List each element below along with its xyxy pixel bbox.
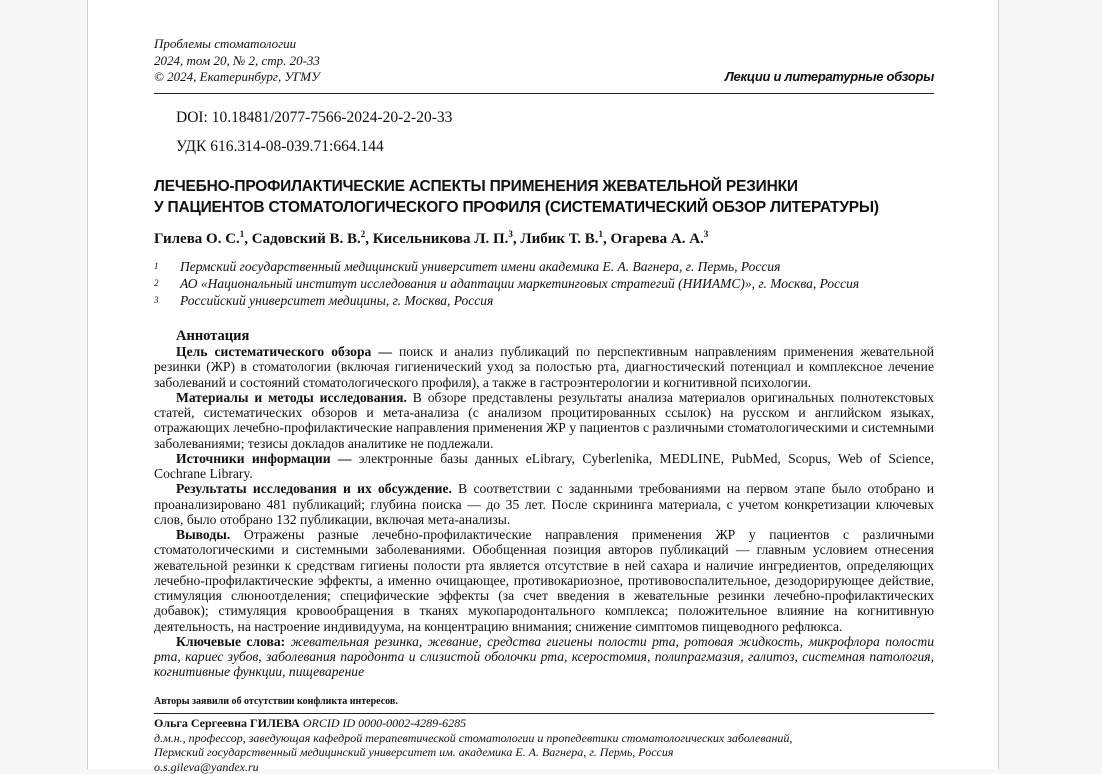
conflict-statement: Авторы заявили об отсутствии конфликта интересов. — [154, 696, 398, 707]
author-list: Гилева О. С.$^1$, Садовский В. В.$^2$, Кисельникова Л. П.$^3$, Либик Т. В.$^1$, Огарева А. А.$^3$ — [154, 229, 709, 247]
author-info — [154, 716, 792, 774]
title-line-2: У ПАЦИЕНТОВ СТОМАТОЛОГИЧЕСКОГО ПРОФИЛЯ (СИСТЕМАТИЧЕСКИЙ ОБЗОР ЛИТЕРАТУРЫ) — [154, 199, 879, 216]
affiliations — [154, 258, 859, 309]
author-institution: Пермский государственный медицинский университет им. академика Е. А. Вагнера, г. Пермь, Россия — [154, 745, 674, 760]
affiliation: 3 Российский университет медицины, г. Москва, Россия — [154, 293, 494, 308]
udk: УДК 616.314-08-039.71:664.144 — [176, 138, 384, 155]
author: Кисельникова Л. П.$^3$ — [372, 229, 513, 247]
author: Либик Т. В.$^1$ — [520, 229, 604, 247]
document-page — [87, 0, 999, 774]
journal-name: Проблемы стоматологии — [154, 36, 297, 51]
rubric: Лекции и литературные обзоры — [724, 69, 934, 84]
footer-divider — [154, 713, 934, 714]
annotation-conclusions: Выводы. Отражены разные лечебно-профилактические направления применения ЖР у пациентов с различными стоматологическими и системными заболеваниями. Обобщенная позиция авторов публикаций — главным условием отнесения жевательной резинки к средствам гигиены полости рта является отсутствие в ней сахара и наличие ингредиентов, определяющих лечебно-профилактические эффекты, а именно очищающее, противокариозное, противовоспалительное, дезодорирующее действие, стимуляция слюноотделения; специфические эффекты (за счет введения в жевательные резинки лечебно-профилактических добавок); стимуляция кровообращения в тканях мукопародонтального комплекса; положительное влияние на когнитивную деятельность, на настроение индивидуума, на концентрацию внимания; снижение симптомов пищеводного рефлюкса. — [154, 527, 934, 634]
affiliation: 1 Пермский государственный медицинский университет имени академика Е. А. Вагнера, г. Пермь, Россия — [154, 259, 781, 274]
annotation-methods: Материалы и методы исследования. В обзоре представлены результаты анализа материалов оригинальных полнотекстовых статей, систематических обзоров и мета-анализа (с анализом процитированных ссылок) на русском и английском языках, отражающих лечебно-профилактические направления применения ЖР у пациентов с различными стоматологическими и системными заболеваниями; тезисы докладов аналитике не подлежали. — [154, 389, 934, 451]
annotation-heading: Аннотация — [176, 328, 250, 344]
journal-header — [154, 36, 320, 86]
author-position: д.м.н., профессор, заведующая кафедрой терапевтической стоматологии и пропедевтики стоматологических заболеваний, — [154, 730, 793, 745]
author-full-name: Ольга Сергеевна ГИЛЕВА — [154, 716, 300, 730]
author: Садовский В. В.$^2$ — [251, 229, 366, 247]
orcid: ORCID ID 0000-0002-4289-6285 — [302, 716, 467, 730]
journal-copyright: © 2024, Екатеринбург, УГМУ — [154, 69, 320, 84]
journal-issue: 2024, том 20, № 2, стр. 20-33 — [154, 52, 320, 68]
author: Огарева А. А.$^3$ — [610, 229, 709, 247]
doi[interactable]: DOI: 10.18481/2077-7566-2024-20-2-20-33 — [176, 109, 453, 126]
annotation-sources: Источники информации — электронные базы данных eLibrary, Cyberlenika, MEDLINE, PubMed, Scopus, Web of Science, Cochrane Library. — [154, 450, 934, 481]
header-divider — [154, 93, 934, 94]
affiliation: 2 АО «Национальный институт исследования и адаптации маркетинговых стратегий (НИИАМС)», г. Москва, Россия — [154, 276, 860, 291]
article-title — [154, 176, 954, 218]
author: Гилева О. С.$^1$ — [154, 229, 245, 247]
annotation-results: Результаты исследования и их обсуждение. В соответствии с заданными требованиями на первом этапе было отобрано и проанализировано 481 публикаций; глубина поиска — до 35 лет. После скрининга материала, с учетом конкретизации ключевых слов, было отобрано 132 публикации, включая мета-анализы. — [154, 481, 934, 527]
annotation — [154, 328, 934, 680]
annotation-keywords: Ключевые слова: жевательная резинка, жевание, средства гигиены полости рта, ротовая жидкость, микрофлора полости рта, кариес зубов, заболевания пародонта и слизистой оболочки рта, ксеростомия, полипрагмазия, галитоз, системная патология, когнитивные функции, пищеварение — [154, 633, 934, 680]
title-line-1: ЛЕЧЕБНО-ПРОФИЛАКТИЧЕСКИЕ АСПЕКТЫ ПРИМЕНЕНИЯ ЖЕВАТЕЛЬНОЙ РЕЗИНКИ — [154, 178, 798, 195]
author-email[interactable]: o.s.gileva@yandex.ru — [154, 759, 259, 774]
annotation-aim: Цель систематического обзора — поиск и анализ публикаций по перспективным направлениям применения жевательной резинки (ЖР) в стоматологии (включая гигиенический уход за полостью рта, диагностический потенциал и комплексное лечение заболеваний и состояний стоматологического профиля), а также в гастроэнтерологии и когнитивной психологии. — [154, 344, 934, 390]
